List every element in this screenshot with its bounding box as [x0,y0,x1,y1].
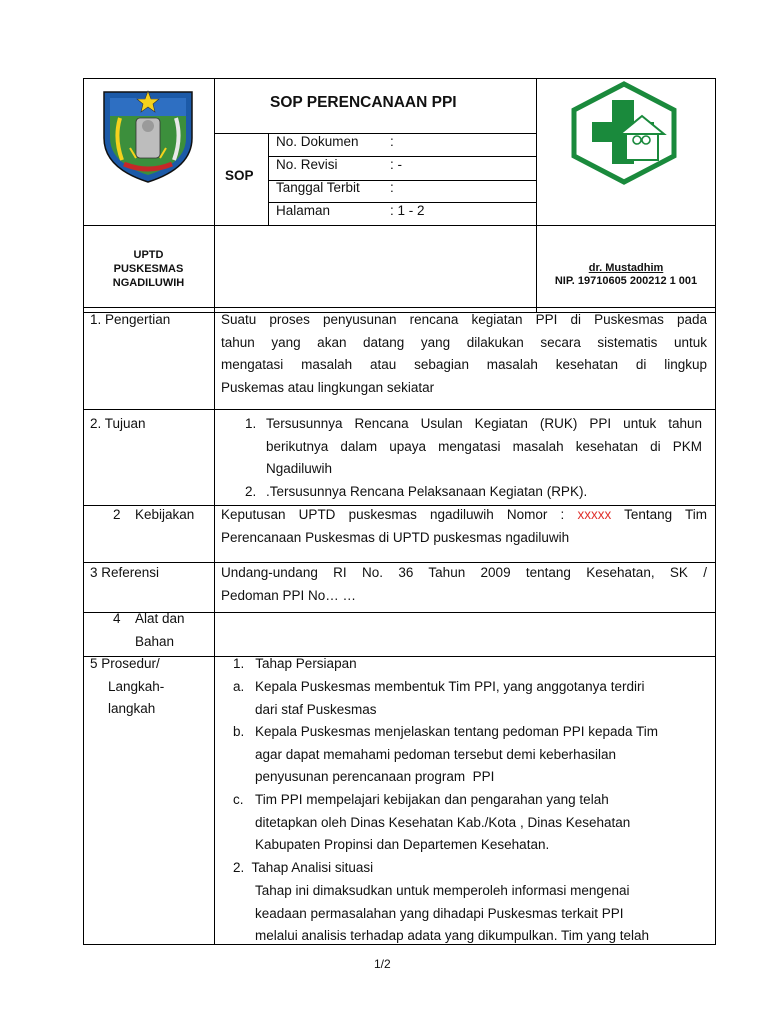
tujuan-line: Ngadiluwih [266,461,333,477]
signer-nip: NIP. 19710605 200212 1 001 [554,275,698,287]
step1-line: Tim PPI mempelajari kebijakan dan pengarahan yang telah [255,792,609,807]
kebijakan-line-2: Perencanaan Puskesmas di UPTD puskesmas ngadiluwih [221,529,570,545]
meta-value-revisi: : - [390,157,402,172]
tujuan-num-1: 1. [245,416,257,431]
org-line-1: UPTD [133,249,164,261]
tujuan-item-2: .Tersusunnya Rencana Pelaksanaan Kegiatan (RPK). [266,484,588,499]
step1-line: dari staf Puskesmas [255,701,377,717]
meta-value-tanggal: : [390,180,394,195]
kebijakan-text: Keputusan UPTD puskesmas ngadiluwih Nomor : [221,507,578,522]
step1-line: ditetapkan oleh Dinas Kesehatan Kab./Kota , Dinas Kesehatan [255,814,631,830]
tujuan-line: berikutnya dalam upaya mengatasi masalah kesehatan di PKM [266,438,702,454]
prosedur-label-line: 5 Prosedur/ [90,656,160,671]
meta-label-dokumen: No. Dokumen [276,134,359,149]
step2-text [255,880,707,948]
pengertian-line: Suatu proses penyusunan rencana kegiatan PPI di Puskesmas pada [221,312,707,327]
meta-value-halaman: : 1 - 2 [390,203,425,218]
pengertian-line: tahun yang akan datang yang dilakukan secara sistematis untuk [221,334,707,350]
pengertian-line: mengatasi masalah atau sebagian masalah kesehatan di lingkup [221,357,707,373]
label-kebijakan-num: 2 [113,507,121,522]
org-line-3: NGADILUWIH [112,277,185,289]
step1-num-c: c. [233,792,244,807]
label-alat-num: 4 [113,611,121,626]
text-pengertian [221,309,707,400]
sop-label: SOP [225,168,254,183]
step2-line: melalui analisis terhadap adata yang dikumpulkan. Tim yang telah [255,928,649,944]
step1-line: penyusunan perencanaan program PPI [255,769,495,785]
kebijakan-placeholder-number: xxxxx [577,507,612,522]
step2-line: Tahap ini dimaksudkan untuk memperoleh informasi mengenai [255,883,630,898]
page-number: 1/2 [374,957,391,971]
tujuan-num-2: 2. [245,484,257,499]
puskesmas-logo [568,80,680,186]
document-title: SOP PERENCANAAN PPI [270,94,457,111]
signer-name: dr. Mustadhim [588,262,664,274]
regency-logo [100,88,196,184]
step1-num-b: b. [233,724,245,739]
alat-label-line: Alat dan [135,611,185,626]
referensi-line: Undang-undang RI No. 36 Tahun 2009 tentang Kesehatan, SK / [221,565,707,580]
meta-label-tanggal: Tanggal Terbit [276,180,360,195]
org-name [83,248,214,290]
text-kebijakan [221,504,707,549]
prosedur-label-line: langkah [108,701,156,717]
label-kebijakan: Kebijakan [135,507,195,522]
step1-line: Kepala Puskesmas membentuk Tim PPI, yang anggotanya terdiri [255,679,645,694]
step1-item-b [255,721,707,789]
label-prosedur [90,653,164,721]
meta-label-revisi: No. Revisi [276,157,338,172]
text-referensi [221,562,707,607]
step1-line: Kabupaten Propinsi dan Departemen Kesehatan. [255,837,550,853]
label-referensi: 3 Referensi [90,565,160,580]
label-pengertian: 1. Pengertian [90,312,171,327]
step2-title: 2. Tahap Analisi situasi [233,860,374,875]
step1-item-c [255,789,707,857]
alat-label-line: Bahan [135,633,175,649]
step2-line: keadaan permasalahan yang dihadapi Puskesmas terkait PPI [255,905,624,921]
tujuan-item-1 [266,413,702,481]
tujuan-line: Tersusunnya Rencana Usulan Kegiatan (RUK) PPI untuk tahun [266,416,702,431]
step1-num-a: a. [233,679,245,694]
label-alat [135,608,185,653]
step1-line: Kepala Puskesmas menjelaskan tentang pedoman PPI kepada Tim [255,724,658,739]
prosedur-label-line: Langkah- [108,678,165,694]
label-tujuan: 2. Tujuan [90,416,146,431]
meta-label-halaman: Halaman [276,203,331,218]
meta-value-dokumen: : [390,134,394,149]
referensi-line: Pedoman PPI No… … [221,587,357,603]
org-line-2: PUSKESMAS [113,263,184,275]
step1-item-a [255,676,707,721]
pengertian-line: Puskemas atau lingkungan sekiatar [221,380,435,396]
kebijakan-line-1 [221,504,707,527]
kebijakan-text: Tentang Tim [611,507,707,522]
step1-line: agar dapat memahami pedoman tersebut demi keberhasilan [255,746,616,762]
step1-title: 1. Tahap Persiapan [233,656,357,671]
